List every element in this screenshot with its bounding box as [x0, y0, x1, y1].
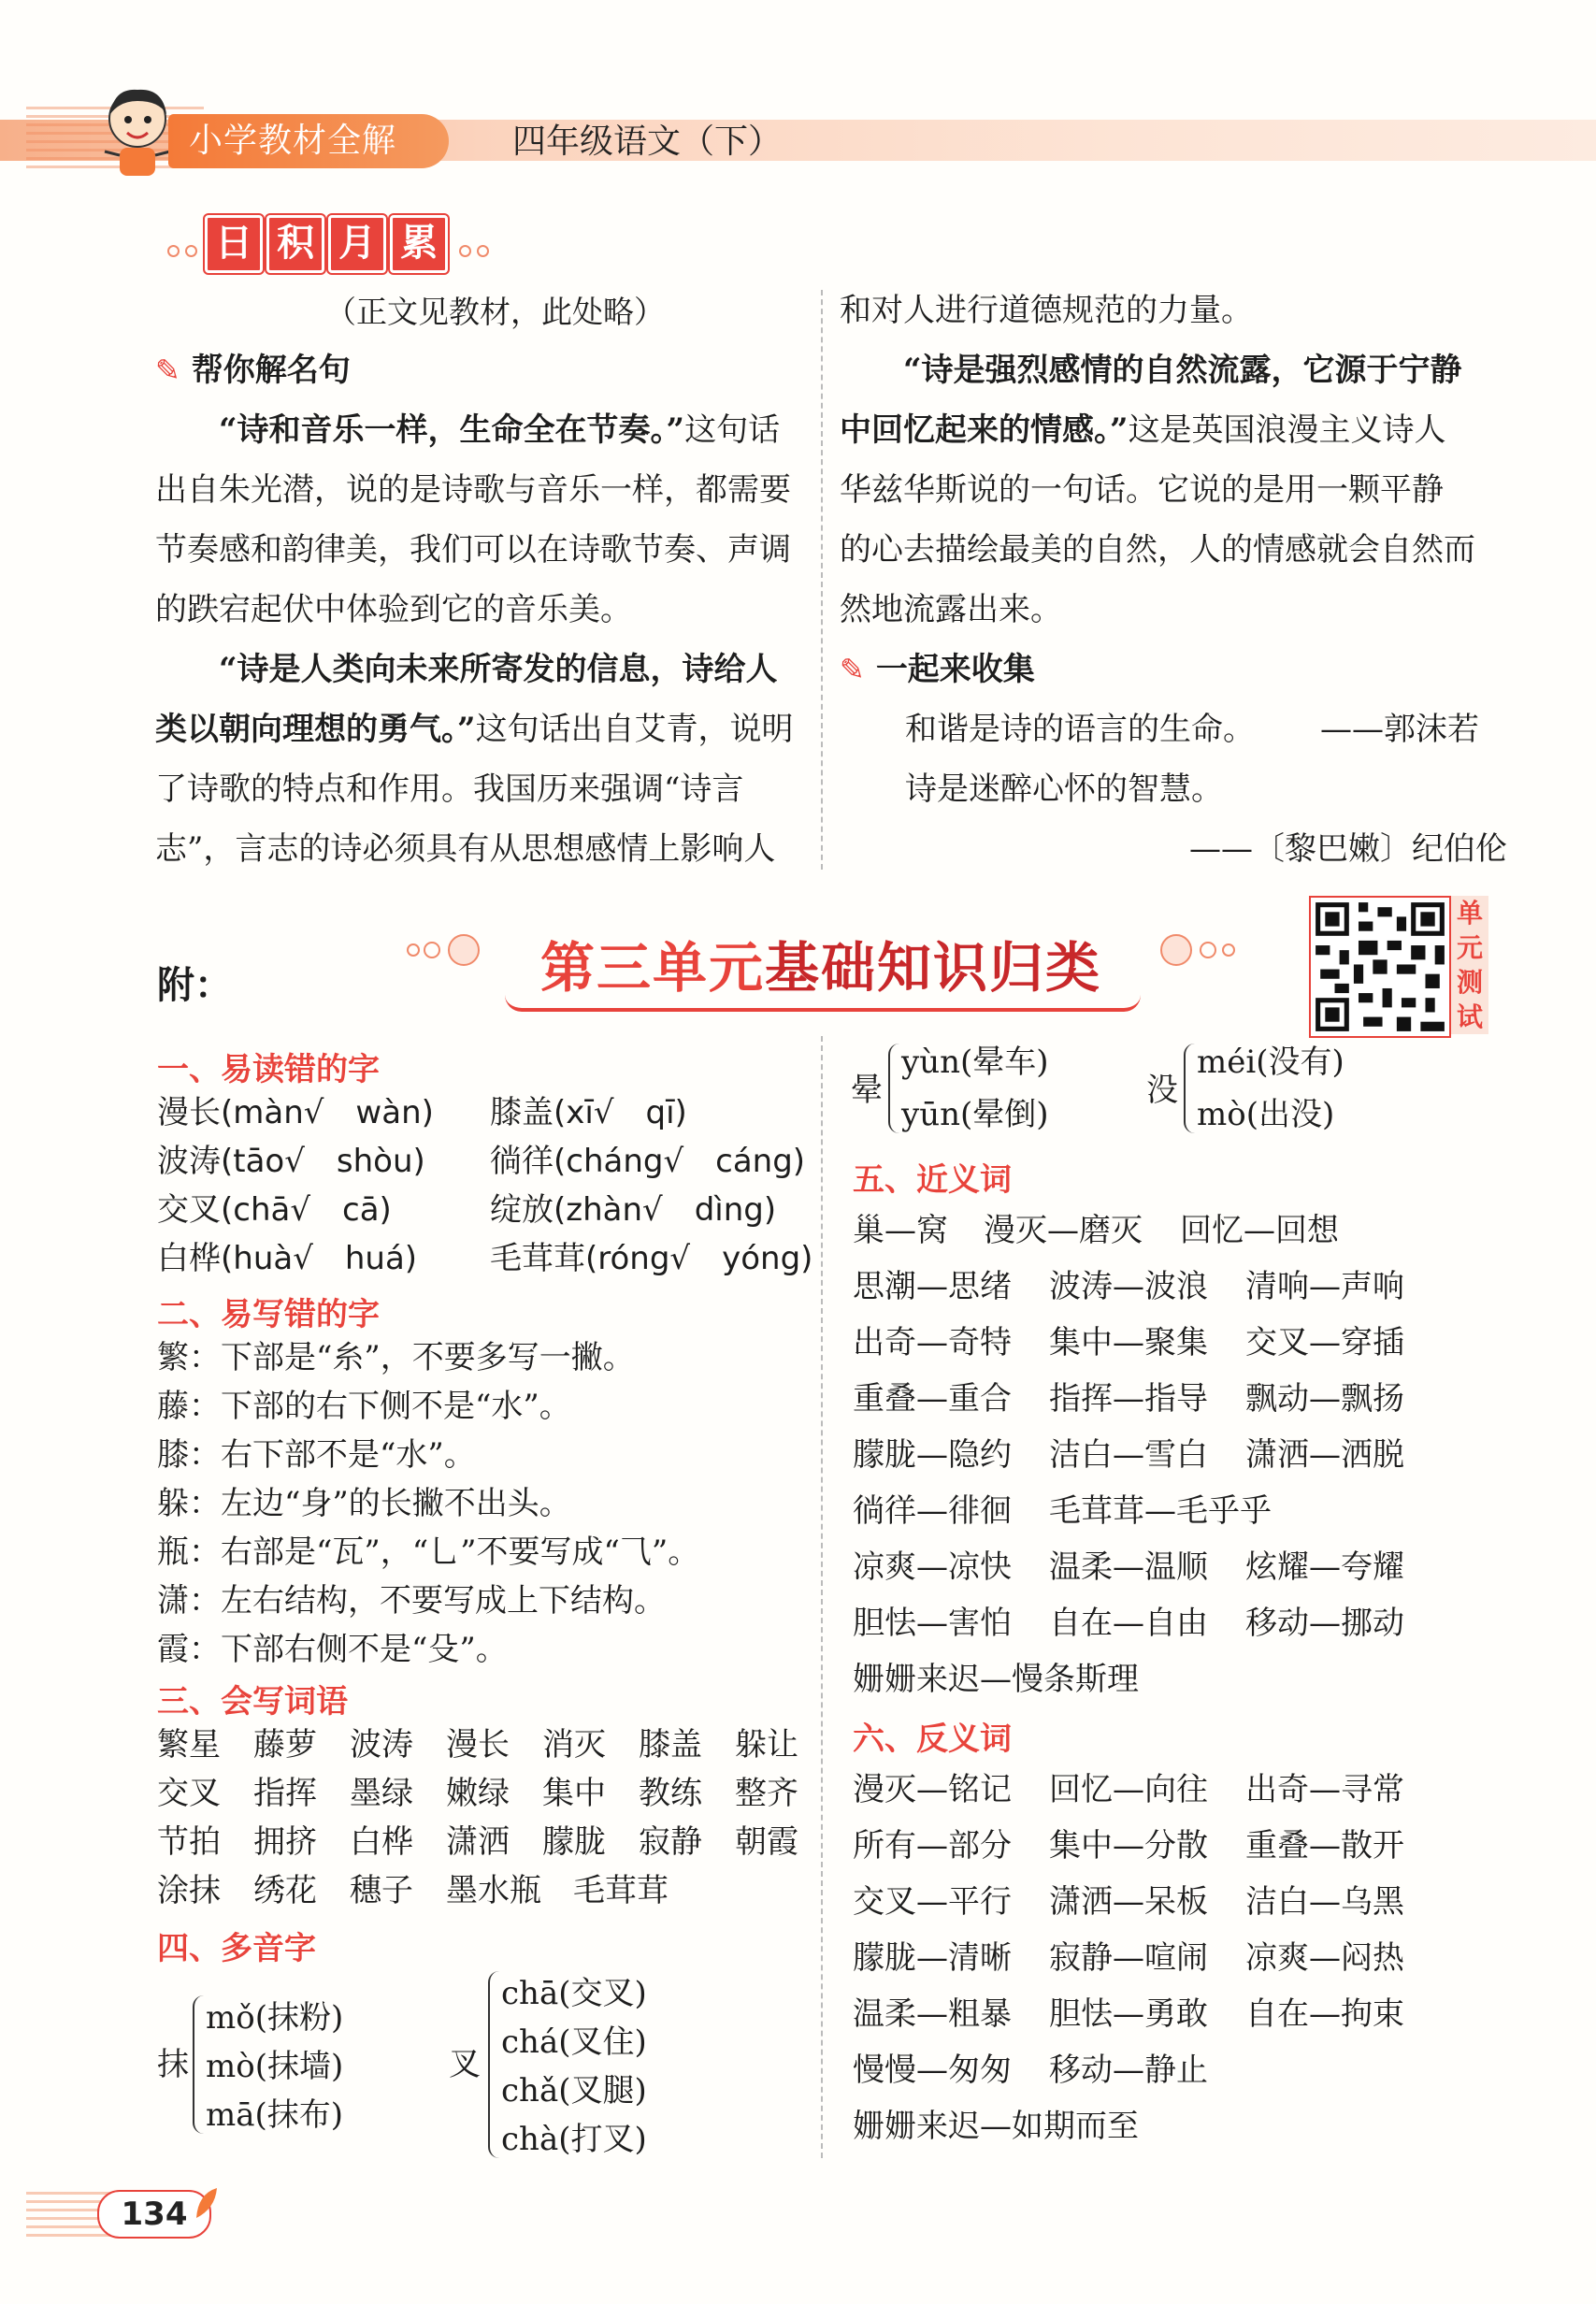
- antonym-pair: 回忆—向往: [1049, 1771, 1208, 1808]
- vocab-word: 朦胧: [542, 1823, 606, 1861]
- vocab-word: 教练: [639, 1775, 702, 1812]
- pen-icon: ✎: [155, 353, 180, 388]
- decor-bubbles-left: [402, 931, 496, 969]
- antonym-pair: 重叠—散开: [1245, 1827, 1404, 1865]
- section-title-synonyms: 五、近义词: [853, 1161, 1012, 1199]
- tag-char: 日: [205, 215, 263, 273]
- antonym-pair: 温柔—粗暴: [853, 1995, 1012, 2033]
- polyphone-readings: [206, 1994, 343, 2139]
- vocab-word: 寂静: [639, 1823, 702, 1861]
- vocab-word: 藤萝: [253, 1726, 317, 1764]
- synonym-pair: 凉爽—凉快: [853, 1548, 1012, 1586]
- synonym-pair: 温柔—温顺: [1049, 1548, 1208, 1586]
- quote-bold: “诗和音乐一样，生命全在节奏。”: [219, 411, 685, 449]
- quote-bold: 类以朝向理想的勇气。”: [155, 711, 476, 748]
- quote-bold: “诗是人类向未来所寄发的信息，诗给人: [219, 651, 778, 688]
- miswritten-list: [157, 1333, 699, 1674]
- antonym-pair: 朦胧—清晰: [853, 1939, 1012, 1977]
- antonym-pair: 潇洒—呆板: [1049, 1883, 1208, 1921]
- miswritten-item: 藤：下部的右下侧不是“水”。: [157, 1388, 571, 1425]
- qr-label-char: 单: [1456, 898, 1483, 929]
- quote-author: ——〔黎巴嫩〕纪伯伦: [1189, 830, 1507, 868]
- vocab-word: 白桦: [350, 1823, 413, 1861]
- qr-label-char: 元: [1456, 932, 1483, 963]
- text-line: 和对人进行道德规范的力量。: [840, 292, 1253, 329]
- synonym-pair: 潇洒—洒脱: [1245, 1436, 1404, 1474]
- synonym-pair: 徜徉—徘徊: [853, 1492, 1012, 1530]
- tag-char: 累: [390, 215, 448, 273]
- vocab-word: 躲让: [735, 1726, 798, 1764]
- synonym-pair: 漫灭—磨灭: [984, 1212, 1143, 1249]
- vocab-grid: [157, 1721, 798, 1915]
- synonym-pair: 洁白—雪白: [1049, 1436, 1208, 1474]
- antonym-pair: 胆怯—勇敢: [1049, 1995, 1208, 2033]
- vocab-word: 指挥: [253, 1775, 317, 1812]
- vocab-word: 漫长: [446, 1726, 510, 1764]
- reading: chǎ(叉腿): [501, 2072, 647, 2110]
- polyphone-readings: [1197, 1036, 1344, 1141]
- polyphone-char: 抹: [157, 2046, 189, 2083]
- pen-icon: ✎: [840, 652, 865, 687]
- synonym-pair: 指挥—指导: [1049, 1380, 1208, 1418]
- unit-test-label[interactable]: [1451, 896, 1488, 1034]
- reading: yūn(晕倒): [901, 1096, 1049, 1133]
- misread-list: [157, 1088, 812, 1283]
- reading: yùn(晕车): [901, 1044, 1049, 1081]
- section-title-misread: 一、易读错的字: [157, 1051, 380, 1088]
- synonym-pair: 重叠—重合: [853, 1380, 1012, 1418]
- leaf-icon: [193, 2184, 221, 2222]
- unit-title: [540, 924, 1101, 1002]
- synonym-pair: 思潮—思绪: [853, 1268, 1012, 1305]
- vocab-word: 整齐: [735, 1775, 798, 1812]
- text-line: 然地流露出来。: [840, 591, 1062, 628]
- qr-label-char: 测: [1456, 967, 1483, 998]
- antonym-pair: 出奇—寻常: [1245, 1771, 1404, 1808]
- tag-dot: [167, 245, 180, 257]
- misread-item: 交叉(chā√ cā): [157, 1191, 392, 1229]
- misread-item: 膝盖(xī√ qī): [490, 1094, 687, 1131]
- antonym-pair: 交叉—平行: [853, 1883, 1012, 1921]
- polyphone-char: 没: [1146, 1072, 1178, 1109]
- reading: méi(没有): [1197, 1044, 1344, 1081]
- misread-item: 徜徉(cháng√ cáng): [490, 1143, 806, 1180]
- polyphone-char: 晕: [851, 1072, 883, 1109]
- antonym-list: [853, 1762, 1404, 2154]
- misread-item: 绽放(zhàn√ dìng): [490, 1191, 777, 1229]
- synonym-pair: 胆怯—害怕: [853, 1605, 1012, 1642]
- famous-quote-block: [155, 400, 804, 879]
- reading: mò(抹墙): [206, 2048, 344, 2085]
- antonym-pair: 自在—拘束: [1245, 1995, 1404, 2033]
- antonym-pair: 漫灭—铭记: [853, 1771, 1012, 1808]
- text-line: 华兹华斯说的一句话。它说的是用一颗平静: [840, 471, 1444, 509]
- synonym-pair: 回忆—回想: [1180, 1212, 1339, 1249]
- subject-label: 四年级语文（下）: [512, 122, 783, 161]
- miswritten-item: 繁：下部是“糸”，不要多写一撇。: [157, 1339, 635, 1376]
- antonym-pair: 寂静—喧闹: [1049, 1939, 1208, 1977]
- misread-item: 漫长(màn√ wàn): [157, 1094, 434, 1131]
- vocab-word: 穗子: [350, 1872, 413, 1909]
- section-title-vocab: 三、会写词语: [157, 1683, 348, 1721]
- vocab-word: 膝盖: [639, 1726, 702, 1764]
- antonym-pair: 慢慢—匆匆: [853, 2052, 1012, 2089]
- synonym-pair: 清响—声响: [1245, 1268, 1404, 1305]
- vocab-word: 潇洒: [446, 1823, 510, 1861]
- brace-icon: [193, 1995, 204, 2134]
- vocab-word: 交叉: [157, 1775, 221, 1812]
- text-line: 这是英国浪漫主义诗人: [1128, 411, 1446, 449]
- column-divider: [821, 1036, 823, 2158]
- qr-label-char: 试: [1456, 1001, 1483, 1032]
- brace-icon: [888, 1044, 899, 1133]
- qr-code-icon[interactable]: [1309, 896, 1451, 1038]
- tag-dot: [185, 245, 197, 257]
- polyphone-readings: [901, 1036, 1049, 1141]
- vocab-word: 朝霞: [735, 1823, 798, 1861]
- famous-quote-block-right: [840, 281, 1492, 640]
- section-tag: [165, 215, 492, 273]
- synonym-pair: 炫耀—夸耀: [1245, 1548, 1404, 1586]
- misread-item: 毛茸茸(róng√ yóng): [490, 1240, 813, 1277]
- subsection-heading: [155, 340, 351, 400]
- text-line: 了诗歌的特点和作用。我国历来强调“诗言: [155, 770, 744, 808]
- text-line: 志”，言志的诗必须具有从思想感情上影响人: [155, 830, 776, 868]
- book-title-tab: 小学教材全解: [168, 114, 449, 168]
- tag-char: 月: [328, 215, 386, 273]
- miswritten-item: 躲：左边“身”的长撇不出头。: [157, 1485, 571, 1522]
- synonym-pair: 出奇—奇特: [853, 1324, 1012, 1361]
- synonym-pair: 交叉—穿插: [1245, 1324, 1404, 1361]
- quote-bold: “诗是强烈感情的自然流露，它源于宁静: [903, 352, 1462, 389]
- section-title-miswritten: 二、易写错的字: [157, 1296, 380, 1333]
- subsection-title: 一起来收集: [875, 651, 1035, 688]
- subsection-heading: [840, 640, 1035, 699]
- text-line: 这句话: [684, 411, 781, 449]
- text-line: 这句话出自艾青，说明: [475, 711, 794, 748]
- synonym-pair: 姗姗来迟—慢条斯理: [853, 1661, 1139, 1698]
- omission-note: （正文见教材，此处略）: [325, 294, 665, 330]
- miswritten-item: 瓶：右部是“瓦”，“乚”不要写成“⺄”。: [157, 1534, 700, 1571]
- polyphone-readings: [501, 1969, 647, 2164]
- vocab-word: 嫩绿: [446, 1775, 510, 1812]
- quote-bold: 中回忆起来的情感。”: [840, 411, 1129, 449]
- miswritten-item: 霞：下部右侧不是“殳”。: [157, 1631, 508, 1668]
- reading: mǒ(抹粉): [206, 1999, 344, 2037]
- synonym-pair: 波涛—波浪: [1049, 1268, 1208, 1305]
- quote-author: ——郭沫若: [1320, 711, 1479, 748]
- section-title-polyphone: 四、多音字: [157, 1930, 316, 1967]
- vocab-word: 节拍: [157, 1823, 221, 1861]
- vocab-word: 拥挤: [253, 1823, 317, 1861]
- vocab-word: 集中: [542, 1775, 606, 1812]
- reading: mò(出没): [1197, 1096, 1335, 1133]
- vocab-word: 墨水瓶: [446, 1872, 541, 1909]
- page-number: 134: [97, 2190, 211, 2239]
- synonym-pair: 毛茸茸—毛乎乎: [1049, 1492, 1272, 1530]
- tag-char: 积: [266, 215, 324, 273]
- misread-item: 波涛(tāo√ shòu): [157, 1143, 425, 1180]
- text-line: 出自朱光潜，说的是诗歌与音乐一样，都需要: [155, 471, 791, 509]
- vocab-word: 波涛: [350, 1726, 413, 1764]
- unit-title-part: 基础知识归类: [765, 936, 1102, 1000]
- antonym-pair: 集中—分散: [1049, 1827, 1208, 1865]
- vocab-word: 绣花: [253, 1872, 317, 1909]
- synonym-pair: 飘动—飘扬: [1245, 1380, 1404, 1418]
- polyphone-char: 叉: [449, 2046, 481, 2083]
- tag-dot: [477, 245, 489, 257]
- reading: mā(抹布): [206, 2096, 344, 2134]
- text-line: 的跌宕起伏中体验到它的音乐美。: [155, 591, 632, 628]
- synonym-pair: 朦胧—隐约: [853, 1436, 1012, 1474]
- vocab-word: 繁星: [157, 1726, 221, 1764]
- synonym-list: [853, 1202, 1404, 1707]
- text-line: 的心去描绘最美的自然，人的情感就会自然而: [840, 531, 1475, 569]
- unit-title-part: 第三单元: [540, 936, 766, 1000]
- appendix-label: 附：: [157, 964, 232, 1007]
- decor-bubbles-right: [1148, 931, 1242, 969]
- misread-item: 白桦(huà√ huá): [157, 1240, 418, 1277]
- vocab-word: 涂抹: [157, 1872, 221, 1909]
- column-divider: [821, 290, 823, 870]
- vocab-word: 毛茸茸: [573, 1872, 669, 1909]
- tag-dot: [459, 245, 471, 257]
- antonym-pair: 姗姗来迟—如期而至: [853, 2108, 1139, 2145]
- antonym-pair: 所有—部分: [853, 1827, 1012, 1865]
- vocab-word: 消灭: [542, 1726, 606, 1764]
- miswritten-item: 膝：右下部不是“水”。: [157, 1436, 476, 1474]
- subsection-title: 帮你解名句: [191, 352, 351, 389]
- synonym-pair: 巢—窝: [853, 1212, 948, 1249]
- reading: chā(交叉): [501, 1975, 647, 2012]
- antonym-pair: 洁白—乌黑: [1245, 1883, 1404, 1921]
- reading: chá(叉住): [501, 2023, 647, 2061]
- reading: chà(打叉): [501, 2121, 647, 2158]
- miswritten-item: 潇：左右结构，不要写成上下结构。: [157, 1582, 666, 1620]
- collected-quote: 和谐是诗的语言的生命。: [905, 711, 1255, 748]
- antonym-pair: 移动—静止: [1049, 2052, 1208, 2089]
- section-title-antonyms: 六、反义词: [853, 1721, 1012, 1758]
- brace-icon: [1184, 1044, 1195, 1133]
- text-line: 节奏感和韵律美，我们可以在诗歌节奏、声调: [155, 531, 791, 569]
- collected-quote: 诗是迷醉心怀的智慧。: [905, 770, 1223, 808]
- synonym-pair: 移动—挪动: [1245, 1605, 1404, 1642]
- brace-icon: [488, 1971, 499, 2158]
- antonym-pair: 凉爽—闷热: [1245, 1939, 1404, 1977]
- synonym-pair: 自在—自由: [1049, 1605, 1208, 1642]
- vocab-word: 墨绿: [350, 1775, 413, 1812]
- synonym-pair: 集中—聚集: [1049, 1324, 1208, 1361]
